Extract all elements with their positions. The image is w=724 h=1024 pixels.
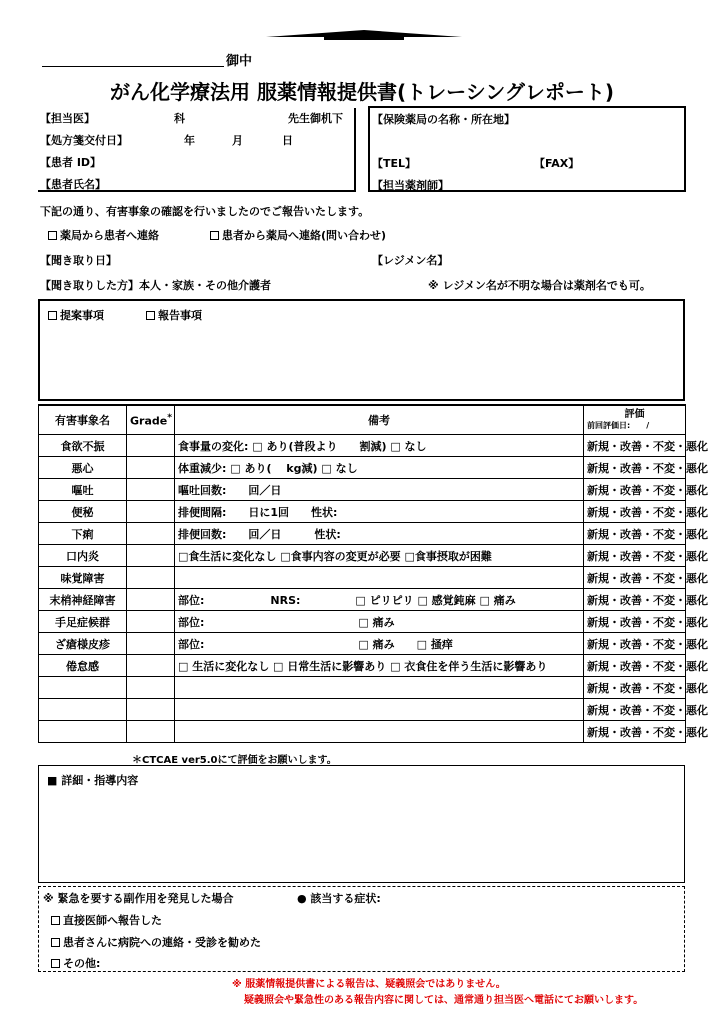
grade-cell[interactable] <box>127 677 175 699</box>
informant-label: 【聞き取りした方】本人・家族・その他介護者 <box>40 279 271 292</box>
event-name: 下痢 <box>39 523 127 545</box>
table-row <box>39 655 686 677</box>
col-header-grade-label: Grade <box>130 414 168 428</box>
eval-cell[interactable]: 新規・改善・不変・悪化 <box>584 611 686 633</box>
eval-cell[interactable]: 新規・改善・不変・悪化 <box>584 545 686 567</box>
report-option-label: 報告事項 <box>158 309 202 322</box>
checkbox-icon[interactable] <box>48 231 57 240</box>
ctcae-footnote: ＊CTCAE ver5.0にて評価をお願いします。 <box>132 755 337 766</box>
grade-cell[interactable] <box>127 589 175 611</box>
col-header-grade <box>127 405 175 435</box>
event-name <box>39 677 127 699</box>
notes-cell[interactable] <box>175 567 584 589</box>
grade-cell[interactable] <box>127 545 175 567</box>
eval-cell[interactable]: 新規・改善・不変・悪化 <box>584 523 686 545</box>
pharmacist-label: 【担当薬剤師】 <box>372 179 449 192</box>
col-header-grade-sup: * <box>167 412 173 424</box>
contact-option-patient[interactable] <box>210 227 386 243</box>
rx-date-label: 【処方箋交付日】 <box>40 134 128 147</box>
emergency-option-hospital-label: 患者さんに病院への連絡・受診を勧めた <box>63 936 261 949</box>
checkbox-icon[interactable] <box>210 231 219 240</box>
table-row <box>39 435 686 457</box>
emergency-option-other[interactable] <box>51 955 100 971</box>
eval-cell[interactable]: 新規・改善・不変・悪化 <box>584 721 686 743</box>
table-body <box>39 435 708 743</box>
event-name: 悪心 <box>39 457 127 479</box>
col-header-notes: 備考 <box>175 405 584 435</box>
grade-cell[interactable] <box>127 633 175 655</box>
addressee-line <box>42 52 224 67</box>
notes-cell[interactable]: □ 生活に変化なし □ 日常生活に影響あり □ 衣食住を伴う生活に影響あり <box>175 655 584 677</box>
month-label: 月 <box>232 134 243 147</box>
event-name: 倦怠感 <box>39 655 127 677</box>
warning-line-2: 疑義照会や緊急性のある報告内容に関しては、通常通り担当医へ電話にてお願いします。 <box>244 995 644 1006</box>
patient-id-label: 【患者 ID】 <box>40 156 102 169</box>
eval-cell[interactable]: 新規・改善・不変・悪化 <box>584 501 686 523</box>
event-name <box>39 699 127 721</box>
table-row <box>39 457 686 479</box>
table-row <box>39 479 686 501</box>
notes-cell[interactable] <box>175 721 584 743</box>
eval-cell[interactable]: 新規・改善・不変・悪化 <box>584 655 686 677</box>
event-name: 嘔吐 <box>39 479 127 501</box>
notes-cell[interactable] <box>175 699 584 721</box>
checkbox-icon[interactable] <box>51 916 60 925</box>
checkbox-icon[interactable] <box>51 938 60 947</box>
interview-date-label: 【聞き取り日】 <box>40 254 117 267</box>
page-title: がん化学療法用 服薬情報提供書(トレーシングレポート) <box>110 80 614 104</box>
table-header-row <box>39 405 686 435</box>
emergency-option-hospital[interactable] <box>51 934 261 950</box>
notes-cell[interactable] <box>175 677 584 699</box>
grade-cell[interactable] <box>127 611 175 633</box>
tel-label: 【TEL】 <box>372 157 417 170</box>
year-label: 年 <box>184 134 195 147</box>
grade-cell[interactable] <box>127 567 175 589</box>
adverse-events-table <box>38 404 708 743</box>
doctor-info-box <box>38 108 356 192</box>
table-row <box>39 699 686 721</box>
grade-cell[interactable] <box>127 501 175 523</box>
pharmacy-info-box <box>368 106 686 192</box>
patient-name-label: 【患者氏名】 <box>40 178 106 191</box>
eval-cell[interactable]: 新規・改善・不変・悪化 <box>584 435 686 457</box>
grade-cell[interactable] <box>127 479 175 501</box>
notes-cell[interactable]: 嘔吐回数: 回／日 <box>175 479 584 501</box>
warning-line-1: ※ 服薬情報提供書による報告は、疑義照会ではありません。 <box>232 979 506 990</box>
contact-option-pharmacy-label: 薬局から患者へ連絡 <box>60 229 159 242</box>
event-name: 食欲不振 <box>39 435 127 457</box>
eval-cell[interactable]: 新規・改善・不変・悪化 <box>584 457 686 479</box>
contact-option-patient-label: 患者から薬局へ連絡(問い合わせ) <box>222 229 387 242</box>
details-box[interactable] <box>38 765 685 883</box>
table-row <box>39 567 686 589</box>
table-row <box>39 589 686 611</box>
notes-cell[interactable]: 部位: □ 痛み <box>175 611 584 633</box>
grade-cell[interactable] <box>127 523 175 545</box>
symptom-label: ● 該当する症状: <box>297 892 381 905</box>
table-row <box>39 721 686 743</box>
table-row <box>39 501 686 523</box>
grade-cell[interactable] <box>127 699 175 721</box>
notes-cell[interactable]: 排便回数: 回／日 性状: <box>175 523 584 545</box>
emergency-option-doctor[interactable] <box>51 912 162 928</box>
eval-cell[interactable]: 新規・改善・不変・悪化 <box>584 589 686 611</box>
event-name: 手足症候群 <box>39 611 127 633</box>
proposal-option[interactable] <box>48 307 104 323</box>
event-name: 末梢神経障害 <box>39 589 127 611</box>
grade-cell[interactable] <box>127 435 175 457</box>
dept-label: 科 <box>174 112 185 125</box>
event-name: 味覚障害 <box>39 567 127 589</box>
grade-cell[interactable] <box>127 457 175 479</box>
event-name: 口内炎 <box>39 545 127 567</box>
col-header-eval <box>584 405 686 435</box>
eval-cell[interactable]: 新規・改善・不変・悪化 <box>584 567 686 589</box>
intro-text: 下記の通り、有害事象の確認を行いましたのでご報告いたします。 <box>40 205 370 218</box>
table-row <box>39 523 686 545</box>
checkbox-icon[interactable] <box>146 311 155 320</box>
notes-cell[interactable]: □食生活に変化なし □食事内容の変更が必要 □食事摂取が困難 <box>175 545 584 567</box>
details-label: ■ 詳細・指導内容 <box>47 774 139 787</box>
emergency-option-doctor-label: 直接医師へ報告した <box>63 914 162 927</box>
event-name <box>39 721 127 743</box>
event-name: 便秘 <box>39 501 127 523</box>
emergency-option-other-label: その他: <box>63 957 101 970</box>
emergency-label: ※ 緊急を要する副作用を発見した場合 <box>43 892 234 905</box>
col-header-event: 有害事象名 <box>39 405 127 435</box>
regimen-label: 【レジメン名】 <box>372 254 449 267</box>
notes-cell[interactable]: 排便間隔: 日に1回 性状: <box>175 501 584 523</box>
col-header-eval-label: 評価 <box>624 409 645 420</box>
doctor-suffix: 先生御机下 <box>288 112 343 125</box>
pharmacy-label: 【保険薬局の名称・所在地】 <box>372 113 515 126</box>
eval-cell[interactable]: 新規・改善・不変・悪化 <box>584 677 686 699</box>
notes-cell[interactable]: 部位: □ 痛み □ 掻痒 <box>175 633 584 655</box>
regimen-note: ※ レジメン名が不明な場合は薬剤名でも可。 <box>428 279 651 292</box>
proposal-option-label: 提案事項 <box>60 309 104 322</box>
table-row <box>39 545 686 567</box>
notes-cell[interactable]: 部位: NRS: □ ピリピリ □ 感覚鈍麻 □ 痛み <box>175 589 584 611</box>
emergency-box <box>38 886 685 972</box>
day-label: 日 <box>282 134 293 147</box>
notes-cell[interactable]: 体重減少: □ あり( kg減) □ なし <box>175 457 584 479</box>
eval-cell[interactable]: 新規・改善・不変・悪化 <box>584 633 686 655</box>
checkbox-icon[interactable] <box>48 311 57 320</box>
eval-cell[interactable]: 新規・改善・不変・悪化 <box>584 699 686 721</box>
eval-cell[interactable]: 新規・改善・不変・悪化 <box>584 479 686 501</box>
event-name: ざ瘡様皮疹 <box>39 633 127 655</box>
table-row <box>39 633 686 655</box>
col-header-eval-sub: 前回評価日: / <box>587 421 650 430</box>
table-row <box>39 677 686 699</box>
checkbox-icon[interactable] <box>51 959 60 968</box>
header-arrow-shape <box>266 30 462 40</box>
notes-cell[interactable]: 食事量の変化: □ あり(普段より 割減) □ なし <box>175 435 584 457</box>
contact-option-pharmacy[interactable] <box>48 227 159 243</box>
grade-cell[interactable] <box>127 655 175 677</box>
grade-cell[interactable] <box>127 721 175 743</box>
proposal-box[interactable] <box>38 299 685 401</box>
fax-label: 【FAX】 <box>534 157 580 170</box>
doctor-label: 【担当医】 <box>40 112 95 125</box>
addressee-suffix: 御中 <box>226 54 253 69</box>
report-option[interactable] <box>146 307 202 323</box>
table-row <box>39 611 686 633</box>
